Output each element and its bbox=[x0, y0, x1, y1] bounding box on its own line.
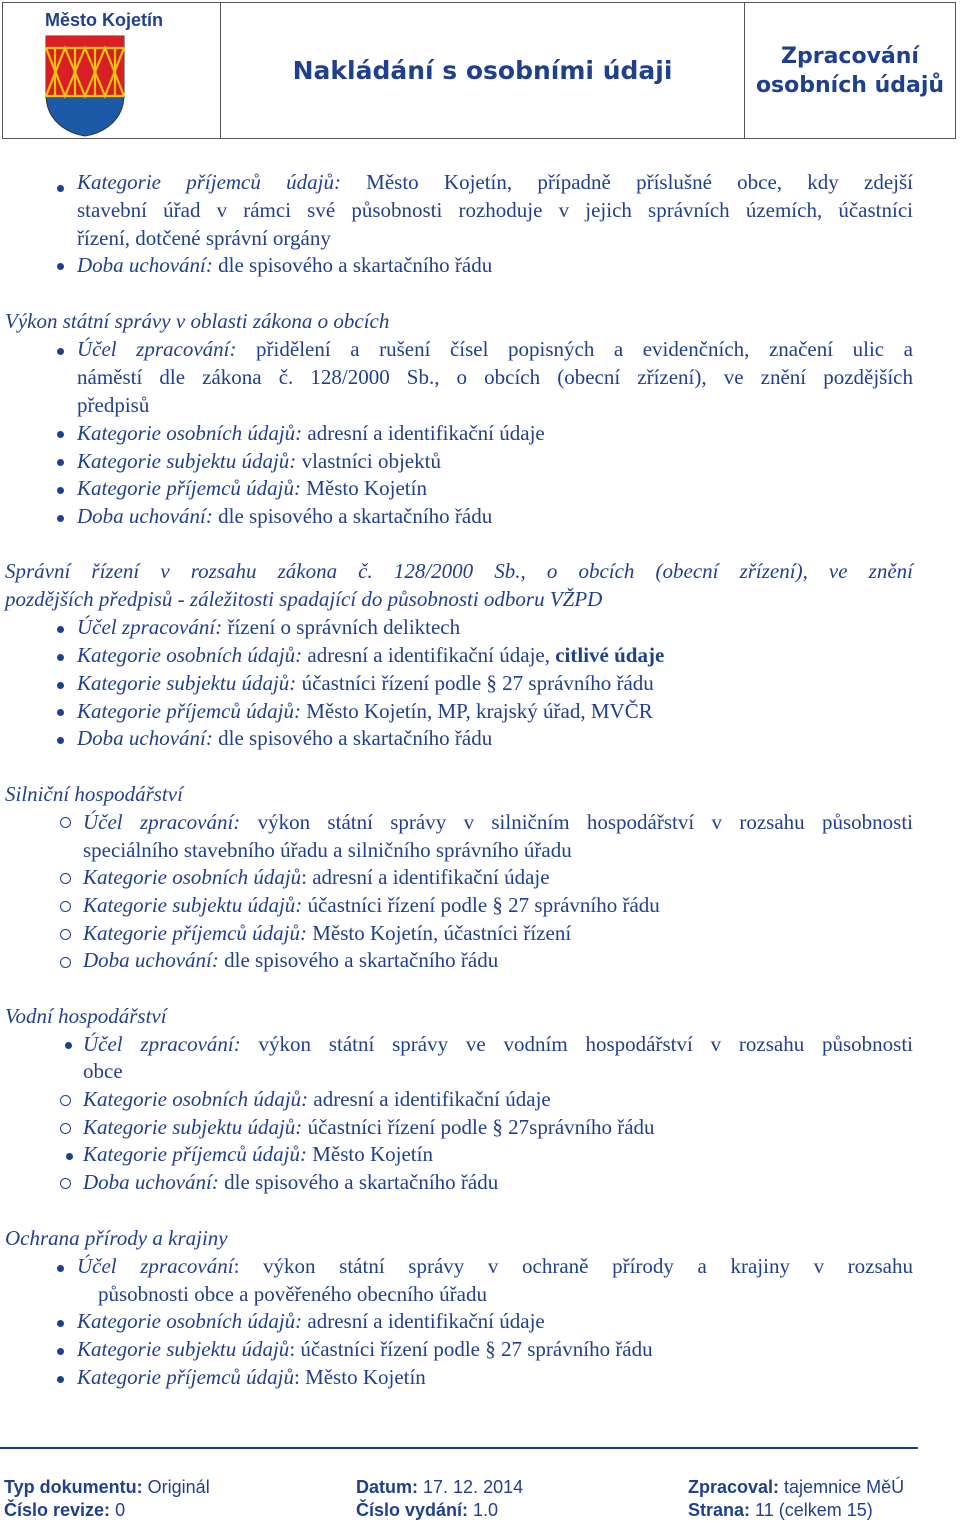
footer-revision: Číslo revize: 0 bbox=[4, 1500, 126, 1520]
bullet-icon bbox=[60, 1095, 71, 1106]
vodni-heading: Vodní hospodářství bbox=[5, 1004, 167, 1028]
footer-page: Strana: 11 (celkem 15) bbox=[688, 1500, 873, 1520]
bullet-icon bbox=[57, 459, 64, 466]
footer-issue: Číslo vydání: 1.0 bbox=[356, 1500, 499, 1520]
ochrana-subject: Kategorie subjektu údajů: účastníci řízení podle § 27 správního řádu bbox=[77, 1337, 653, 1361]
header-title-cell bbox=[221, 3, 745, 138]
ochrana-recipients: Kategorie příjemců údajů: Město Kojetín bbox=[77, 1365, 426, 1389]
bullet-icon bbox=[57, 487, 64, 494]
header-right-cell bbox=[745, 3, 955, 138]
vodni-data: Kategorie osobních údajů: adresní a identifikační údaje bbox=[83, 1087, 551, 1111]
vodni-subject: Kategorie subjektu údajů: účastníci řízení podle § 27správního řádu bbox=[83, 1115, 655, 1139]
bullet-icon bbox=[60, 873, 71, 884]
spravni-data: Kategorie osobních údajů: adresní a identifikační údaje, citlivé údaje bbox=[77, 643, 665, 667]
top-recipients-line1: Kategorie příjemců údajů: Město Kojetín, případně příslušné obce, kdy zdejší bbox=[77, 170, 913, 194]
obce-purpose-line2: náměstí dle zákona č. 128/2000 Sb., o obcích (obecní zřízení), ve znění pozdějších bbox=[77, 365, 913, 389]
bullet-icon bbox=[57, 626, 64, 633]
ochrana-purpose-line2: působnosti obce a pověřeného obecního úřadu bbox=[98, 1282, 487, 1306]
obce-recipients: Kategorie příjemců údajů: Město Kojetín bbox=[77, 476, 427, 500]
vodni-purpose-line2: obce bbox=[83, 1059, 123, 1083]
bullet-icon bbox=[57, 709, 64, 716]
bullet-icon bbox=[57, 431, 64, 438]
bullet-icon bbox=[57, 348, 64, 355]
document-header bbox=[2, 2, 956, 139]
bullet-icon bbox=[57, 515, 64, 522]
silnicni-retention: Doba uchování: dle spisového a skartačního řádu bbox=[83, 948, 499, 972]
bullet-icon bbox=[60, 929, 71, 940]
header-logo-cell bbox=[3, 3, 221, 138]
obce-heading: Výkon státní správy v oblasti zákona o obcích bbox=[5, 309, 390, 333]
top-recipients-line3: řízení, dotčené správní orgány bbox=[77, 226, 331, 250]
silnicni-data: Kategorie osobních údajů: adresní a identifikační údaje bbox=[83, 865, 550, 889]
bullet-icon bbox=[57, 1376, 64, 1383]
city-name: Město Kojetín bbox=[45, 10, 164, 30]
section-title bbox=[750, 42, 950, 100]
spravni-subject: Kategorie subjektu údajů: účastníci řízení podle § 27 správního řádu bbox=[77, 671, 654, 695]
ochrana-data: Kategorie osobních údajů: adresní a identifikační údaje bbox=[77, 1309, 545, 1333]
bullet-icon bbox=[57, 263, 64, 270]
silnicni-purpose-line1: Účel zpracování: výkon státní správy v silničním hospodářství v rozsahu působnosti bbox=[83, 810, 913, 834]
footer-processed-by: Zpracoval: tajemnice MěÚ bbox=[688, 1477, 905, 1497]
ochrana-heading: Ochrana přírody a krajiny bbox=[5, 1226, 228, 1250]
bullet-icon bbox=[57, 654, 64, 661]
bullet-icon bbox=[60, 1123, 71, 1134]
footer-doc-type: Typ dokumentu: Originál bbox=[4, 1477, 210, 1497]
bullet-icon bbox=[57, 1348, 64, 1355]
obce-purpose-line3: předpisů bbox=[77, 393, 150, 417]
footer-divider bbox=[0, 1447, 918, 1449]
section-title-line1: Zpracování bbox=[781, 43, 919, 69]
city-crest-logo bbox=[45, 35, 125, 137]
silnicni-subject: Kategorie subjektu údajů: účastníci řízení podle § 27 správního řádu bbox=[83, 893, 660, 917]
spravni-purpose: Účel zpracování: řízení o správních deliktech bbox=[77, 615, 461, 639]
spravni-recipients: Kategorie příjemců údajů: Město Kojetín, MP, krajský úřad, MVČR bbox=[77, 699, 653, 723]
bullet-icon bbox=[60, 957, 71, 968]
obce-subject: Kategorie subjektu údajů: vlastníci objektů bbox=[77, 449, 441, 473]
bullet-icon bbox=[60, 817, 71, 828]
top-recipients-line2: stavební úřad v rámci své působnosti rozhoduje v jejich správních územích, účastníci bbox=[77, 198, 913, 222]
spravni-heading-line1: Správní řízení v rozsahu zákona č. 128/2000 Sb., o obcích (obecní zřízení), ve znění bbox=[5, 559, 913, 583]
bullet-icon bbox=[57, 682, 64, 689]
section-title-line2: osobních údajů bbox=[755, 72, 945, 98]
bullet-icon bbox=[65, 1042, 72, 1049]
ochrana-purpose-line1: Účel zpracování: výkon státní správy v ochraně přírody a krajiny v rozsahu bbox=[77, 1254, 913, 1278]
vodni-recipients: Kategorie příjemců údajů: Město Kojetín bbox=[83, 1142, 433, 1166]
bullet-icon bbox=[57, 737, 64, 744]
spravni-retention: Doba uchování: dle spisového a skartačního řádu bbox=[77, 726, 493, 750]
top-retention: Doba uchování: dle spisového a skartačního řádu bbox=[77, 253, 493, 277]
bullet-icon bbox=[60, 901, 71, 912]
document-title: Nakládání s osobními údaji bbox=[292, 56, 673, 85]
silnicni-recipients: Kategorie příjemců údajů: Město Kojetín, účastníci řízení bbox=[83, 921, 572, 945]
obce-data: Kategorie osobních údajů: adresní a identifikační údaje bbox=[77, 421, 545, 445]
bullet-icon bbox=[66, 1153, 73, 1160]
bullet-icon bbox=[57, 185, 64, 192]
silnicni-purpose-line2: speciálního stavebního úřadu a silničního správního úřadu bbox=[83, 838, 572, 862]
bullet-icon bbox=[57, 1320, 64, 1327]
bullet-icon bbox=[60, 1178, 71, 1189]
obce-retention: Doba uchování: dle spisového a skartačního řádu bbox=[77, 504, 493, 528]
vodni-retention: Doba uchování: dle spisového a skartačního řádu bbox=[83, 1170, 499, 1194]
obce-purpose-line1: Účel zpracování: přidělení a rušení čísel popisných a evidenčních, značení ulic a bbox=[77, 337, 913, 361]
bullet-icon bbox=[57, 1265, 64, 1272]
vodni-purpose-line1: Účel zpracování: výkon státní správy ve vodním hospodářství v rozsahu působnosti bbox=[83, 1032, 913, 1056]
silnicni-heading: Silniční hospodářství bbox=[5, 782, 183, 806]
spravni-heading-line2: pozdějších předpisů - záležitosti spadající do působnosti odboru VŽPD bbox=[5, 587, 603, 611]
footer-date: Datum: 17. 12. 2014 bbox=[356, 1477, 524, 1497]
